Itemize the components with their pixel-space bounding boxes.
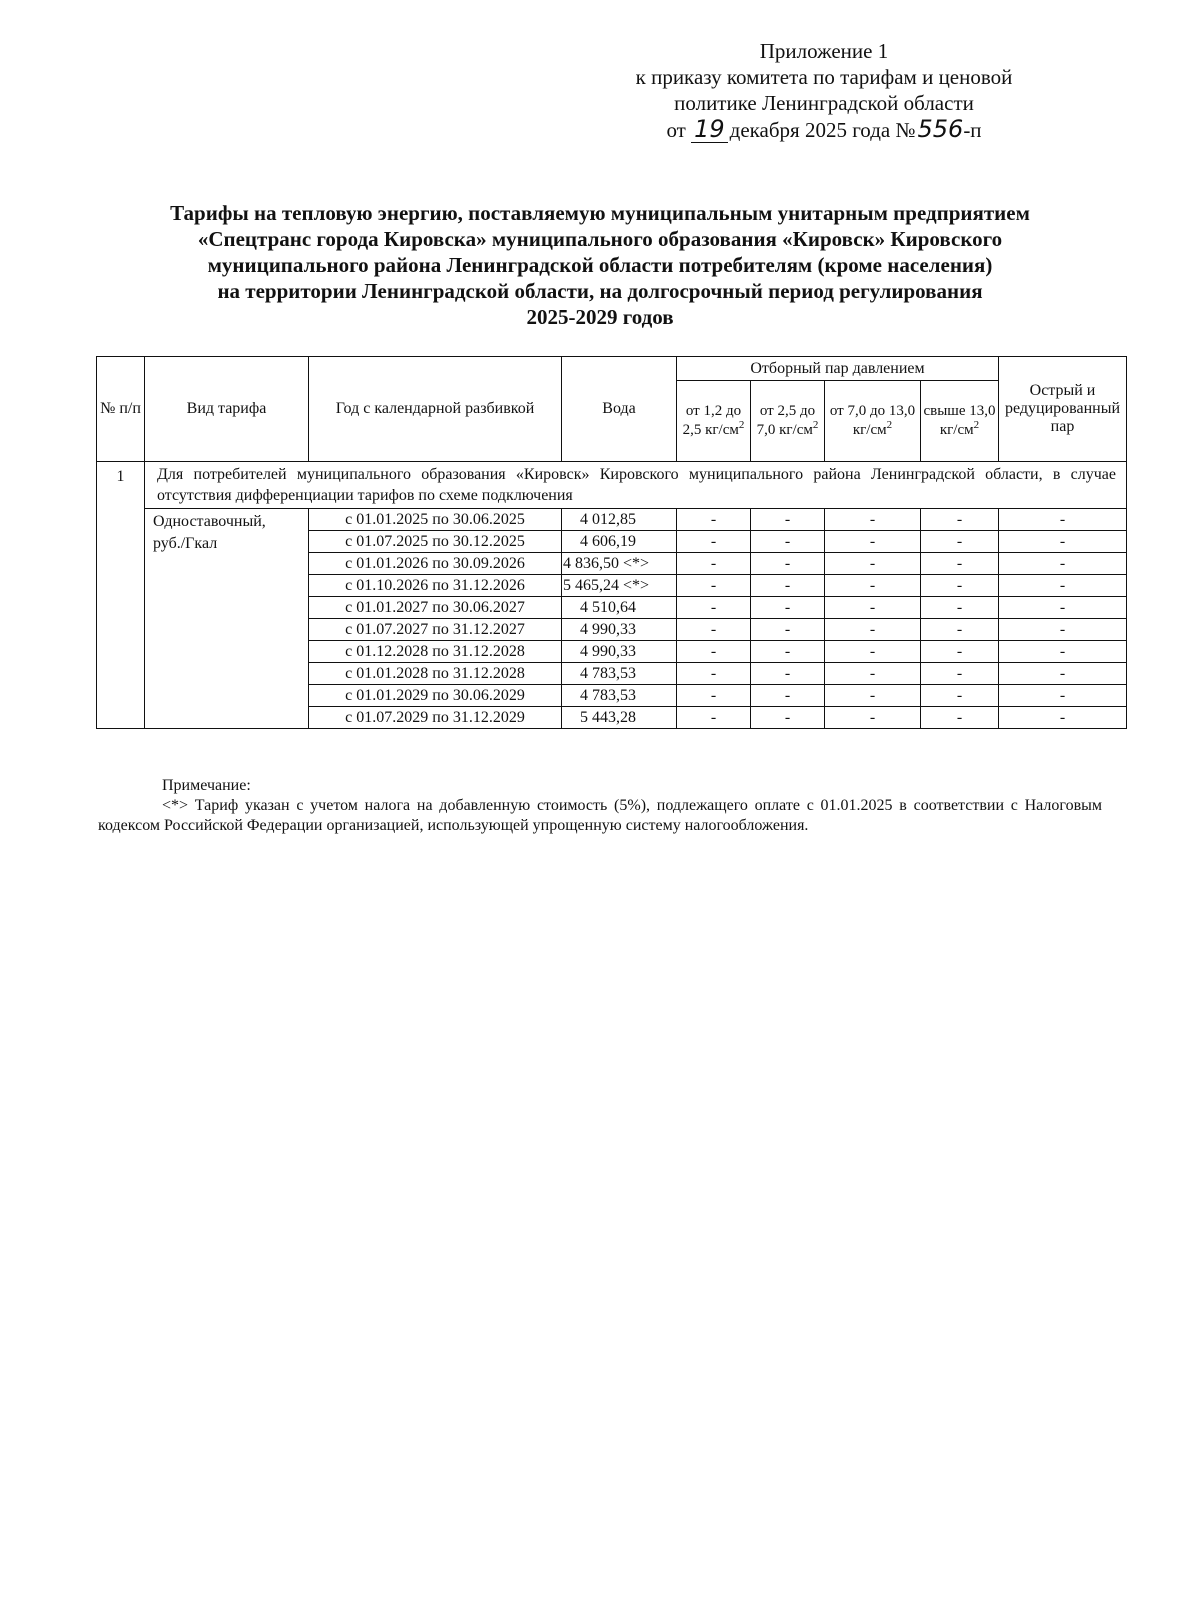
period-cell: с 01.01.2029 по 30.06.2029: [309, 685, 562, 707]
order-suffix: -п: [963, 118, 982, 142]
header-sharp-steam: Острый и редуцированный пар: [999, 357, 1127, 462]
header-steam-group: Отборный пар давлением: [677, 357, 999, 381]
steam-tariff-cell: -: [677, 531, 751, 553]
handwritten-day: 19: [691, 116, 728, 143]
steam-tariff-cell: -: [677, 575, 751, 597]
appendix-line-2: к приказу комитета по тарифам и ценовой: [635, 65, 1013, 89]
steam-tariff-cell: -: [677, 597, 751, 619]
period-cell: с 01.07.2029 по 31.12.2029: [309, 707, 562, 729]
header-num: № п/п: [97, 357, 145, 462]
steam-tariff-cell: -: [677, 685, 751, 707]
water-tariff-cell: 4 510,64: [562, 597, 677, 619]
period-cell: с 01.07.2025 по 30.12.2025: [309, 531, 562, 553]
steam-tariff-cell: -: [677, 509, 751, 531]
handwritten-order-number: 556: [917, 115, 964, 143]
steam-tariff-cell: -: [677, 553, 751, 575]
title-line-3: муниципального района Ленинградской области потребителям (кроме населения): [207, 253, 993, 277]
steam-tariff-cell: -: [921, 707, 999, 729]
steam-tariff-cell: -: [825, 553, 921, 575]
steam-tariff-cell: -: [825, 575, 921, 597]
period-cell: с 01.12.2028 по 31.12.2028: [309, 641, 562, 663]
steam-tariff-cell: -: [825, 531, 921, 553]
steam-tariff-cell: -: [999, 663, 1127, 685]
title-line-1: Тарифы на тепловую энергию, поставляемую муниципальным унитарным предприятием: [170, 201, 1030, 225]
steam-tariff-cell: -: [999, 575, 1127, 597]
period-cell: с 01.01.2026 по 30.09.2026: [309, 553, 562, 575]
steam-tariff-cell: -: [999, 597, 1127, 619]
water-tariff-cell: 5 465,24 <*>: [562, 575, 677, 597]
note: [98, 776, 1102, 836]
header-tariff-kind: Вид тарифа: [145, 357, 309, 462]
steam-tariff-cell: -: [921, 509, 999, 531]
steam-tariff-cell: -: [999, 619, 1127, 641]
steam-tariff-cell: -: [999, 509, 1127, 531]
water-tariff-cell: 4 783,53: [562, 685, 677, 707]
steam-tariff-cell: -: [921, 619, 999, 641]
steam-tariff-cell: -: [999, 531, 1127, 553]
water-tariff-cell: 4 606,19: [562, 531, 677, 553]
water-tariff-cell: 5 443,28: [562, 707, 677, 729]
steam-tariff-cell: -: [825, 509, 921, 531]
header-steam-2: от 2,5 до 7,0 $кг/см^2$: [751, 381, 825, 462]
steam-tariff-cell: -: [751, 509, 825, 531]
appendix-header: [564, 38, 1084, 143]
steam-tariff-cell: -: [999, 707, 1127, 729]
steam-tariff-cell: -: [825, 663, 921, 685]
water-tariff-cell: 4 836,50 <*>: [562, 553, 677, 575]
steam-tariff-cell: -: [751, 641, 825, 663]
header-water: Вода: [562, 357, 677, 462]
steam-tariff-cell: -: [999, 553, 1127, 575]
group-description: Для потребителей муниципального образования «Кировск» Кировского муниципального района Ленинградской области, в случае отсутствия дифференциации тарифов по схеме подключения: [145, 462, 1127, 509]
steam-tariff-cell: -: [751, 663, 825, 685]
steam-tariff-cell: -: [677, 619, 751, 641]
title-line-4: на территории Ленинградской области, на долгосрочный период регулирования: [217, 279, 983, 303]
title-line-5: 2025-2029 годов: [526, 305, 674, 329]
steam-tariff-cell: -: [751, 553, 825, 575]
steam-tariff-cell: -: [751, 531, 825, 553]
steam-tariff-cell: -: [921, 685, 999, 707]
date-prefix: от: [666, 118, 686, 142]
note-label: Примечание:: [162, 777, 251, 794]
steam-tariff-cell: -: [825, 707, 921, 729]
group-number: 1: [97, 462, 145, 729]
steam-tariff-cell: -: [921, 531, 999, 553]
steam-tariff-cell: -: [751, 575, 825, 597]
header-steam-1: от 1,2 до 2,5 $кг/см^2$: [677, 381, 751, 462]
appendix-date-line: [564, 116, 1084, 143]
period-cell: с 01.01.2027 по 30.06.2027: [309, 597, 562, 619]
water-tariff-cell: 4 990,33: [562, 619, 677, 641]
steam-tariff-cell: -: [751, 685, 825, 707]
water-tariff-cell: 4 783,53: [562, 663, 677, 685]
steam-tariff-cell: -: [825, 619, 921, 641]
steam-tariff-cell: -: [825, 685, 921, 707]
period-cell: с 01.01.2025 по 30.06.2025: [309, 509, 562, 531]
steam-tariff-cell: -: [921, 663, 999, 685]
period-cell: с 01.10.2026 по 31.12.2026: [309, 575, 562, 597]
steam-tariff-cell: -: [751, 707, 825, 729]
steam-tariff-cell: -: [677, 641, 751, 663]
steam-tariff-cell: -: [825, 597, 921, 619]
note-text: <*> Тариф указан с учетом налога на добавленную стоимость (5%), подлежащего оплате с 01.01.2025 в соответствии с Налоговым кодексом Российской Федерации организацией, использующей упрощенную систему налогообложения.: [98, 797, 1102, 834]
date-middle: декабря 2025 года №: [729, 118, 916, 142]
tariff-table: [96, 356, 1127, 729]
steam-tariff-cell: -: [999, 641, 1127, 663]
steam-tariff-cell: -: [677, 707, 751, 729]
appendix-line-3: политике Ленинградской области: [674, 91, 974, 115]
steam-tariff-cell: -: [825, 641, 921, 663]
steam-tariff-cell: -: [921, 575, 999, 597]
title-line-2: «Спецтранс города Кировска» муниципального образования «Кировск» Кировского: [197, 227, 1003, 251]
table-row: [97, 509, 1127, 531]
document-title: [98, 200, 1102, 330]
period-cell: с 01.01.2028 по 31.12.2028: [309, 663, 562, 685]
water-tariff-cell: 4 012,85: [562, 509, 677, 531]
steam-tariff-cell: -: [751, 597, 825, 619]
header-period: Год с календарной разбивкой: [309, 357, 562, 462]
steam-tariff-cell: -: [921, 597, 999, 619]
header-steam-3: от 7,0 до 13,0 $кг/см^2$: [825, 381, 921, 462]
steam-tariff-cell: -: [677, 663, 751, 685]
steam-tariff-cell: -: [751, 619, 825, 641]
steam-tariff-cell: -: [921, 641, 999, 663]
tariff-kind-cell: Одноставочный, руб./Гкал: [145, 509, 309, 729]
header-steam-4: свыше 13,0 $кг/см^2$: [921, 381, 999, 462]
steam-tariff-cell: -: [921, 553, 999, 575]
period-cell: с 01.07.2027 по 31.12.2027: [309, 619, 562, 641]
water-tariff-cell: 4 990,33: [562, 641, 677, 663]
appendix-line-1: Приложение 1: [759, 39, 889, 63]
steam-tariff-cell: -: [999, 685, 1127, 707]
